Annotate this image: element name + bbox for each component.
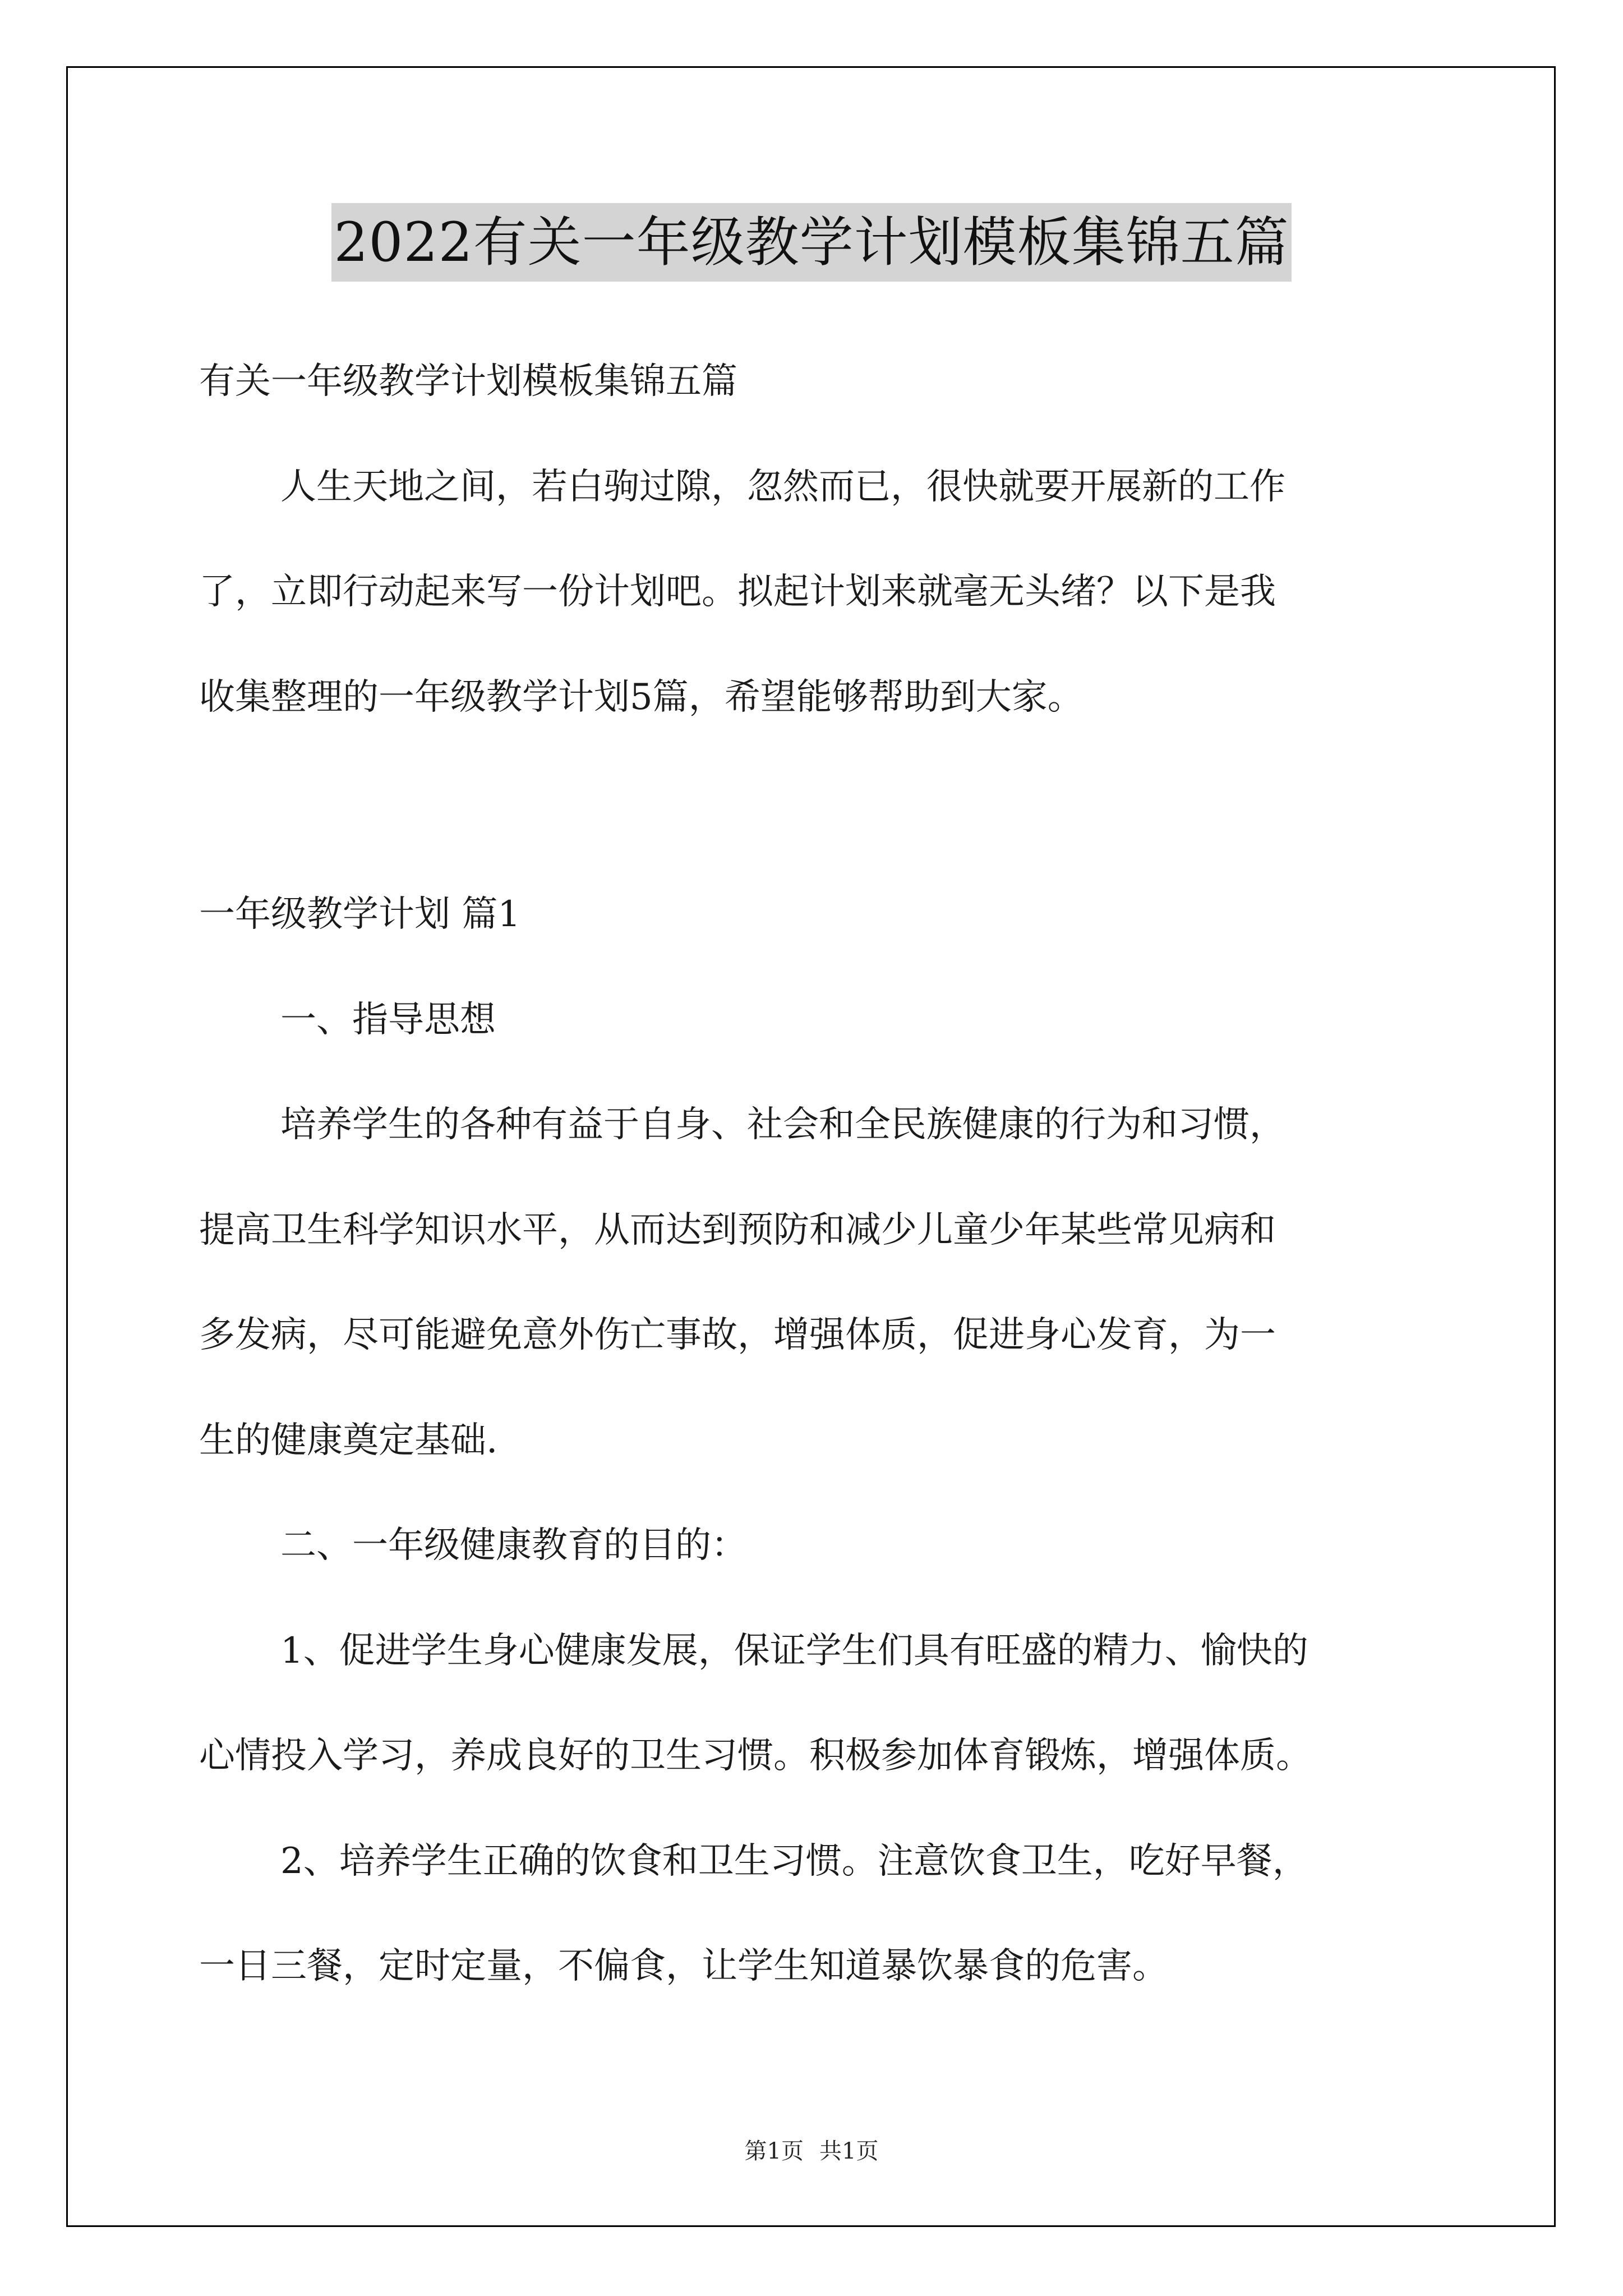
page-total: 共1页 xyxy=(819,2138,879,2164)
intro-line-3: 收集整理的一年级教学计划5篇，希望能够帮助到大家。 xyxy=(199,677,1083,718)
intro-line-1: 人生天地之间，若白驹过隙，忽然而已，很快就要开展新的工作 xyxy=(280,466,1285,508)
page-number: 第1页 xyxy=(744,2138,804,2164)
item1-line-1: 1、促进学生身心健康发展，保证学生们具有旺盛的精力、愉快的 xyxy=(280,1630,1308,1672)
part1-heading: 一、指导思想 xyxy=(280,999,496,1041)
section-heading: 一年级教学计划 篇1 xyxy=(199,894,521,935)
intro-line-2: 了，立即行动起来写一份计划吧。拟起计划来就毫无头绪？以下是我 xyxy=(199,571,1276,613)
part1-line-1: 培养学生的各种有益于自身、社会和全民族健康的行为和习惯， xyxy=(280,1104,1285,1145)
part1-line-2: 提高卫生科学知识水平，从而达到预防和减少儿童少年某些常见病和 xyxy=(199,1209,1276,1251)
document-subtitle: 有关一年级教学计划模板集锦五篇 xyxy=(199,361,737,402)
page-footer xyxy=(0,2137,1623,2165)
part1-line-4: 生的健康奠定基础. xyxy=(199,1420,498,1461)
part1-line-3: 多发病，尽可能避免意外伤亡事故，增强体质，促进身心发育，为一 xyxy=(199,1314,1276,1356)
part2-heading: 二、一年级健康教育的目的： xyxy=(280,1525,747,1566)
title-container xyxy=(0,203,1623,282)
document-title: 2022有关一年级教学计划模板集锦五篇 xyxy=(331,203,1291,282)
item2-line-2: 一日三餐，定时定量，不偏食，让学生知道暴饮暴食的危害。 xyxy=(199,1945,1168,1987)
item2-line-1: 2、培养学生正确的饮食和卫生习惯。注意饮食卫生，吃好早餐， xyxy=(280,1841,1308,1882)
item1-line-2: 心情投入学习，养成良好的卫生习惯。积极参加体育锻炼，增强体质。 xyxy=(199,1735,1312,1777)
